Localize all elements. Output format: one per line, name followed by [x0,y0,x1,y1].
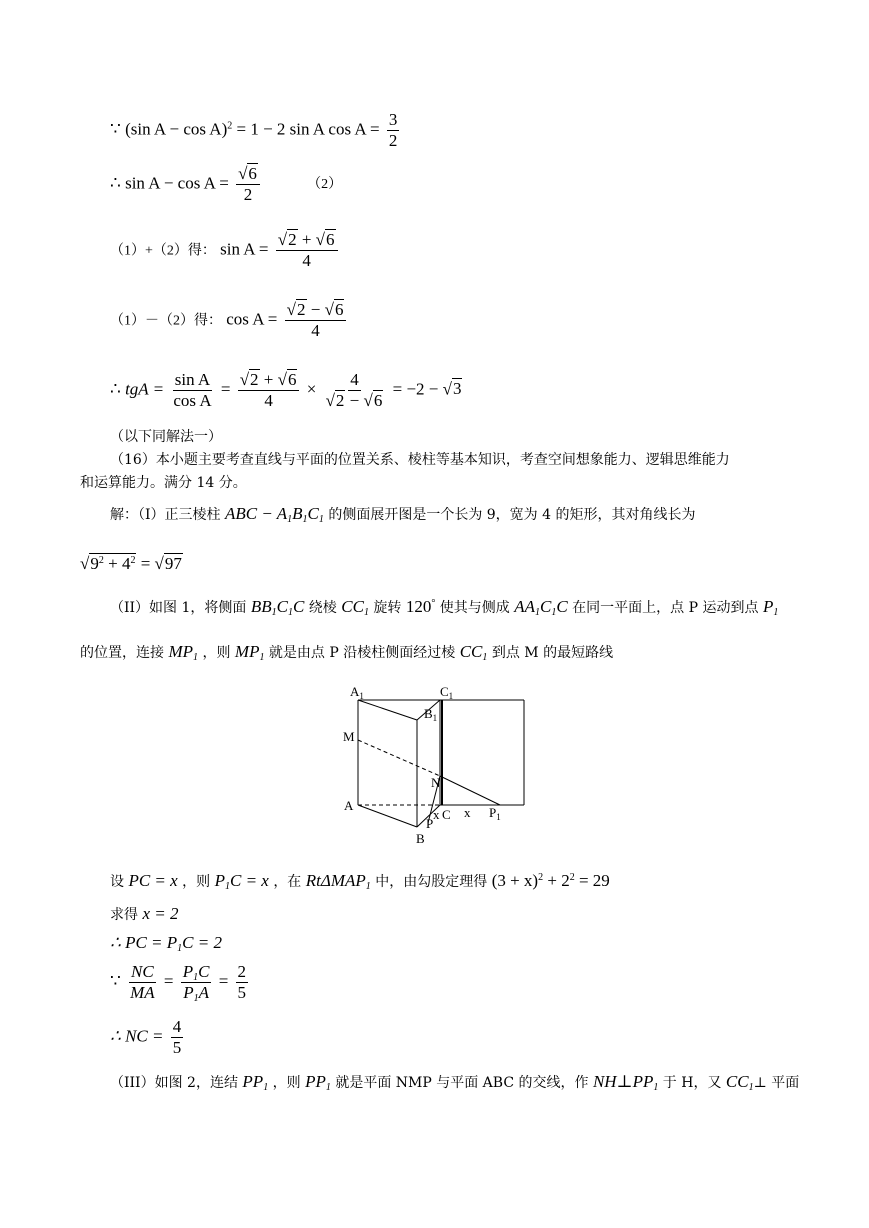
label-x2: x [464,805,471,820]
equation-line-4: （1）－（2）得： cos A = $\frac{√2 - √6}{4}$ [110,300,349,341]
equation-solve-x: 求得 x = 2 [110,904,179,923]
label-N: N [431,775,441,790]
solution-part-1: 解：（I）正三棱柱 ABC − $A_1B_1C_1$ 的侧面展开图是一个长为 9，宽为 4 的矩形，其对角线长为 [110,504,696,525]
equation-line-2: ∴ sin A − cos A = $\frac{√6}{2}$ （2） [110,164,343,204]
equation-nc: ∴ NC = $\frac{4}{5}$ [110,1017,182,1057]
problem-16-intro: （16）本小题主要考查直线与平面的位置关系、棱柱等基本知识，考查空间想象能力、逻辑思维能力 [110,452,730,468]
equation-pc: ∴ PC = $P_1C = 2$ [110,933,222,954]
label-A1: $A_1$ [350,684,364,701]
label-M: M [343,729,355,744]
label-C: C [442,807,451,822]
solution-part-2-line-2: 的位置，连接 $MP_1$ ，则 $MP_1$ 就是由点 P 沿棱柱侧面经过棱 $CC_1$ 到点 M 的最短路线 [80,642,614,663]
equation-line-1: ∵ (sin A − cos A)$^2$ = 1 − 2 sin A cos A = $\frac{3}{2}$ [110,110,398,150]
diagonal-result: $√9^2 + 4^2 = √97$ [80,554,182,573]
solution-part-2-line-1: （II）如图 1，将侧面 $BB_1C_1C$ 绕棱 $CC_1$ 旋转 120° 使其与侧成 $AA_1C_1C$ 在同一平面上，点 P 运动到点 $P_1$ [110,597,779,618]
label-C1: $C_1$ [440,684,454,701]
label-A: A [344,798,354,813]
equation-ratio: ∵ $\frac{NC}{MA}$ = $\frac{P_1C}{P_1A}$ = $\frac{2}{5}$ [110,962,247,1004]
label-P: P [426,816,434,831]
equation-line-3: （1）+（2）得： sin A = $\frac{√2 + √6}{4}$ [110,230,341,271]
label-B1: $B_1$ [424,706,438,723]
label-B: B [416,831,425,846]
problem-16-intro-cont: 和运算能力。满分 14 分。 [80,475,247,491]
label-x1: x [433,807,440,822]
prism-unfolding-figure [330,680,540,850]
solution-part-3: （III）如图 2，连结 $PP_1$ ，则 $PP_1$ 就是平面 NMP 与平面 ABC 的交线，作 $NH\perp PP_1$ 于 H，又 $CC_1\perp$ 平面 [110,1072,800,1093]
note-same-as-method-one: （以下同解法一） [110,429,222,445]
equation-setup: 设 PC = x ，则 $P_1C = x$ ，在 RtΔMAP$_1$ 中，由勾股定理得 $(3 + x)^2 + 2^2 = 29$ [110,871,610,892]
label-P1: $P_1$ [489,805,501,822]
equation-line-5: ∴ tgA = $\frac{\text{sin A}}{\text{cos A}}$ = $\frac{√2 + √6}{4}$ × $\frac{4}{√2 - √6}$ = −2 − √3 [110,370,462,410]
